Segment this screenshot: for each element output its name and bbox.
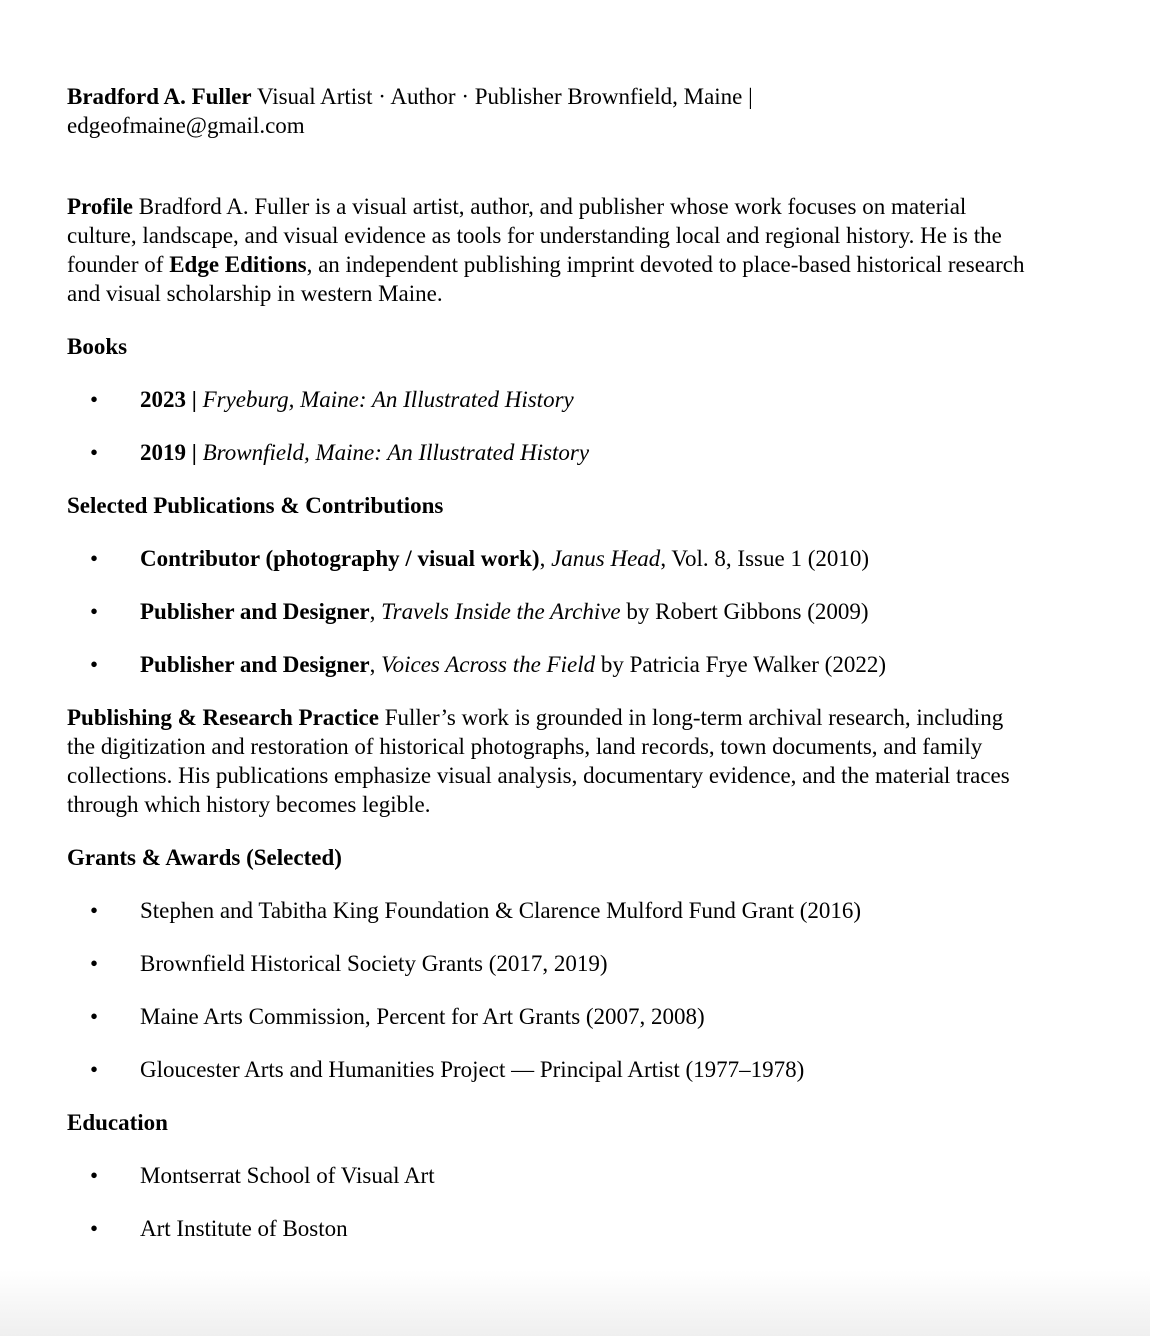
publication-role: Contributor (photography / visual work) [140,546,540,571]
publication-role: Publisher and Designer [140,652,370,677]
grant-item [67,949,1027,978]
book-title: Fryeburg, Maine: An Illustrated History [202,387,574,412]
publication-rest: by Patricia Frye Walker (2022) [600,652,887,677]
grant-text: Stephen and Tabitha King Foundation & Clarence Mulford Fund Grant (2016) [140,898,862,923]
grants-heading: Grants & Awards (Selected) [67,845,342,870]
bullet-icon: • [89,1163,99,1188]
bullet-icon: • [89,951,99,976]
author-name: Bradford A. Fuller [67,84,252,109]
profile-paragraph [67,192,1027,308]
publication-sep: , [369,652,376,677]
education-text: Art Institute of Boston [140,1216,348,1241]
publication-item [67,597,1027,626]
publication-title: Voices Across the Field [381,652,596,677]
practice-label: Publishing & Research Practice [67,705,379,730]
profile-text-after: , an independent publishing imprint devoted to place-based historical research and visual scholarship in western Maine. [67,252,1025,306]
bullet-icon: • [89,1057,99,1082]
publication-title: Janus Head [551,546,661,571]
book-title: Brownfield, Maine: An Illustrated History [202,440,590,465]
bullet-icon: • [89,546,99,571]
profile-text-before: Bradford A. Fuller is a visual artist, author, and publisher whose work focuses on material culture, landscape, and visual evidence as tools for understanding local and regional history. He is the founder of [67,194,1002,277]
education-item [67,1161,1027,1190]
bullet-icon: • [89,898,99,923]
publications-heading: Selected Publications & Contributions [67,493,444,518]
author-roles: Visual Artist · Author · Publisher [256,84,562,109]
publication-item [67,544,1027,573]
publication-rest: , Vol. 8, Issue 1 (2010) [660,546,870,571]
bullet-icon: • [89,387,99,412]
grant-item [67,896,1027,925]
book-item [67,438,1027,467]
book-year: 2023 | [140,387,197,412]
education-list [67,1161,1027,1243]
bullet-icon: • [89,599,99,624]
bullet-icon: • [89,1004,99,1029]
publication-role: Publisher and Designer [140,599,370,624]
education-heading: Education [67,1110,168,1135]
education-item [67,1214,1027,1243]
grant-item [67,1055,1027,1084]
practice-text: Fuller’s work is grounded in long-term archival research, including the digitization and restoration of historical photographs, land records, town documents, and family collections. His publications emphasize visual analysis, documentary evidence, and the material traces through which history becomes legible. [67,705,1010,817]
publications-list [67,544,1027,679]
profile-label: Profile [67,194,133,219]
bullet-icon: • [89,440,99,465]
practice-paragraph [67,703,1027,819]
grant-text: Gloucester Arts and Humanities Project — Principal Artist (1977–1978) [140,1057,805,1082]
grant-item [67,1002,1027,1031]
publication-sep: , [369,599,376,624]
bullet-icon: • [89,1216,99,1241]
books-heading: Books [67,334,128,359]
publication-sep: , [539,546,546,571]
bullet-icon: • [89,652,99,677]
education-text: Montserrat School of Visual Art [140,1163,435,1188]
books-list [67,385,1027,467]
header-block [67,82,1027,140]
grants-list [67,896,1027,1084]
publication-title: Travels Inside the Archive [381,599,621,624]
profile-imprint: Edge Editions [169,252,307,277]
grant-text: Brownfield Historical Society Grants (2017, 2019) [140,951,608,976]
book-year: 2019 | [140,440,197,465]
grant-text: Maine Arts Commission, Percent for Art Grants (2007, 2008) [140,1004,705,1029]
publication-item [67,650,1027,679]
book-item [67,385,1027,414]
resume-document [67,82,1027,1267]
author-location: Brownfield, Maine | [567,84,753,109]
author-email: edgeofmaine@gmail.com [67,113,305,138]
publication-rest: by Robert Gibbons (2009) [626,599,869,624]
